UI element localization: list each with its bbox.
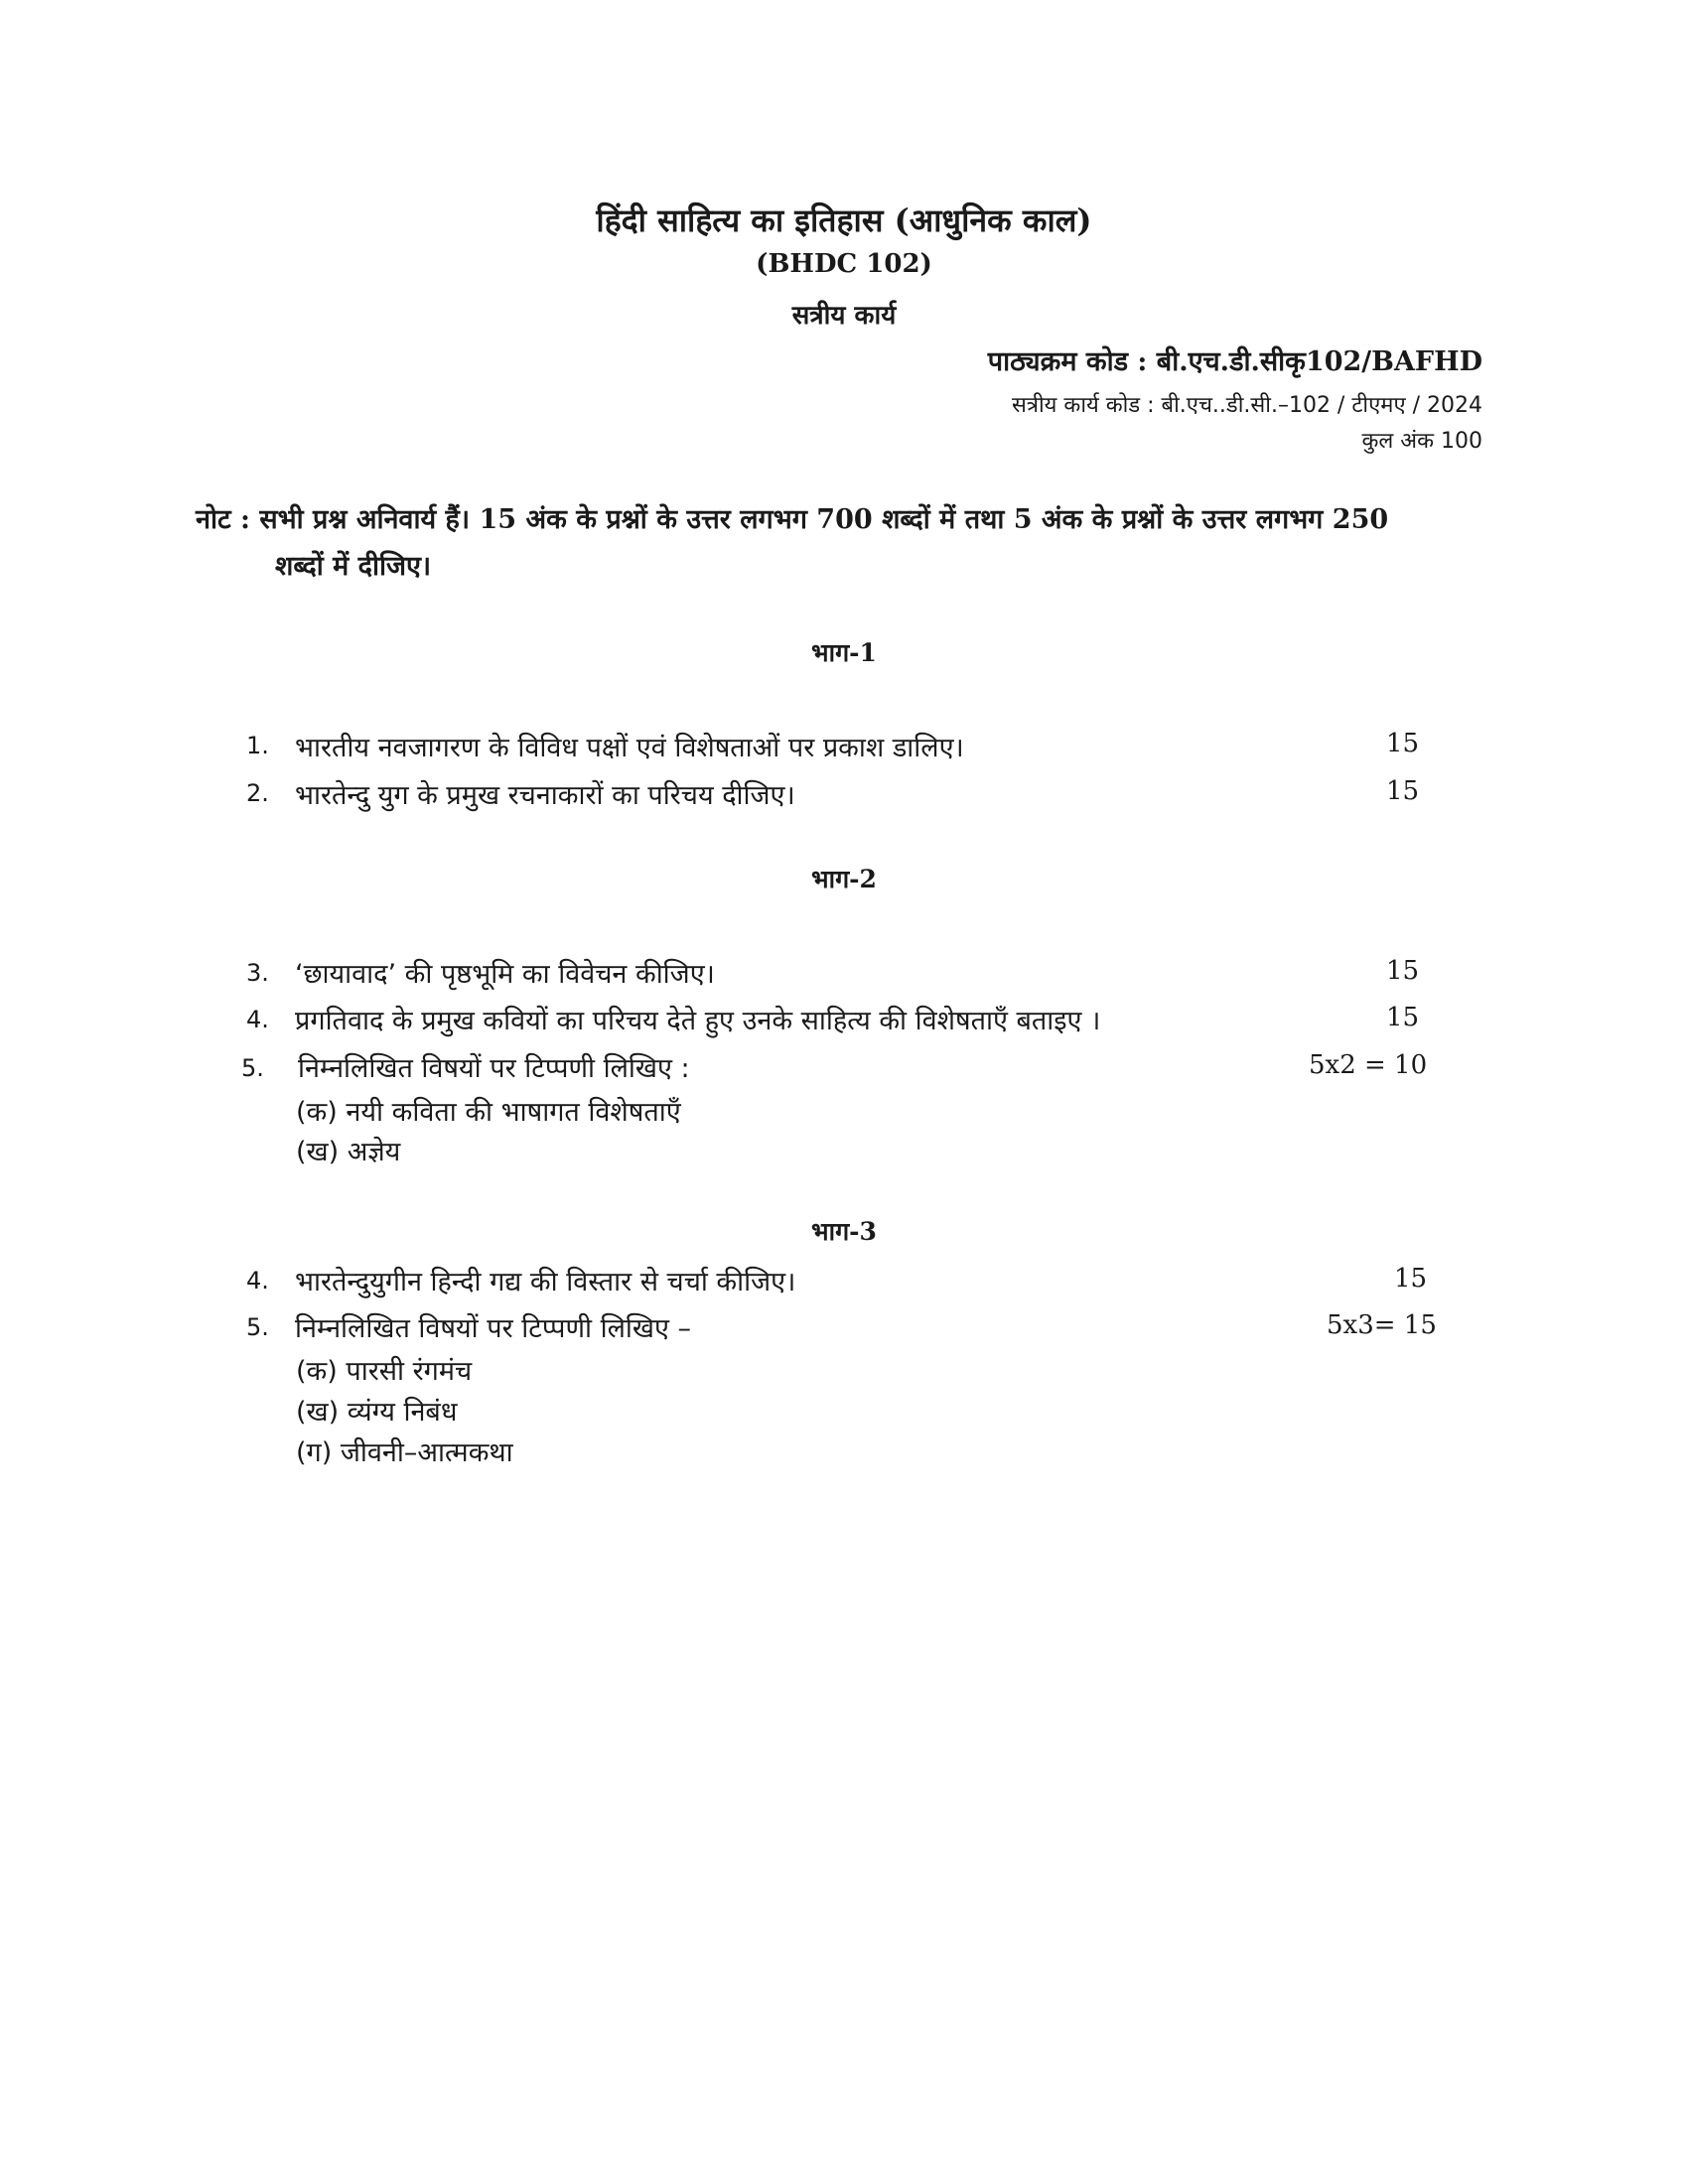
question-text: ‘छायावाद’ की पृष्ठभूमि का विवेचन कीजिए।	[295, 959, 715, 990]
section-heading: भाग-3	[811, 1217, 877, 1246]
question-text: निम्नलिखित विषयों पर टिप्पणी लिखिए –	[295, 1313, 691, 1344]
question-marks: 15	[1386, 1003, 1420, 1032]
course-code-heading: (BHDC 102)	[756, 249, 932, 279]
question-number: 4.	[246, 1267, 269, 1295]
question-text: भारतीय नवजागरण के विविध पक्षों एवं विशेषताओं पर प्रकाश डालिए।	[295, 733, 964, 763]
question-marks: 5x3= 15	[1327, 1310, 1437, 1340]
question-marks: 15	[1386, 776, 1420, 806]
question-marks: 5x2 = 10	[1309, 1050, 1428, 1080]
course-code-line: पाठ्यक्रम कोड : बी.एच.डी.सीकृ102/BAFHD	[987, 346, 1482, 377]
question-number: 3.	[246, 959, 269, 987]
section-heading: भाग-1	[811, 638, 877, 667]
note-line-1: नोट : सभी प्रश्न अनिवार्य हैं। 15 अंक के प्रश्नों के उत्तर लगभग 700 शब्दों में तथा 5 अंक के प्रश्नों के उत्तर लगभग 250	[196, 504, 1389, 535]
question-text: निम्नलिखित विषयों पर टिप्पणी लिखिए :	[298, 1053, 690, 1084]
question-text: भारतेन्दुयुगीन हिन्दी गद्य की विस्तार से चर्चा कीजिए।	[295, 1267, 796, 1297]
sub-item: (ख) अज्ञेय	[296, 1137, 401, 1167]
question-number: 5.	[246, 1313, 269, 1341]
question-number: 5.	[241, 1054, 264, 1082]
question-number: 2.	[246, 779, 269, 807]
question-marks: 15	[1386, 956, 1420, 986]
question-marks: 15	[1394, 1264, 1428, 1294]
sub-item: (ख) व्यंग्य निबंध	[296, 1397, 458, 1428]
question-number: 4.	[246, 1006, 269, 1033]
assignment-code-line: सत्रीय कार्य कोड : बी.एच..डी.सी.–102 / टीएमए / 2024	[1011, 393, 1482, 418]
section-heading: भाग-2	[811, 865, 877, 893]
assignment-kind-heading: सत्रीय कार्य	[791, 301, 897, 331]
sub-item: (क) पारसी रंगमंच	[296, 1356, 473, 1387]
question-marks: 15	[1386, 729, 1420, 758]
document-title: हिंदी साहित्य का इतिहास (आधुनिक काल)	[596, 202, 1092, 239]
total-marks-line: कुल अंक 100	[1361, 429, 1482, 454]
sub-item: (क) नयी कविता की भाषागत विशेषताएँ	[296, 1097, 681, 1128]
note-line-2: शब्दों में दीजिए।	[275, 551, 432, 582]
question-text: प्रगतिवाद के प्रमुख कवियों का परिचय देते हुए उनके साहित्य की विशेषताएँ बताइए ।	[295, 1006, 1101, 1036]
sub-item: (ग) जीवनी–आत्मकथा	[296, 1437, 513, 1468]
question-number: 1.	[246, 732, 269, 759]
question-text: भारतेन्दु युग के प्रमुख रचनाकारों का परिचय दीजिए।	[295, 780, 795, 811]
